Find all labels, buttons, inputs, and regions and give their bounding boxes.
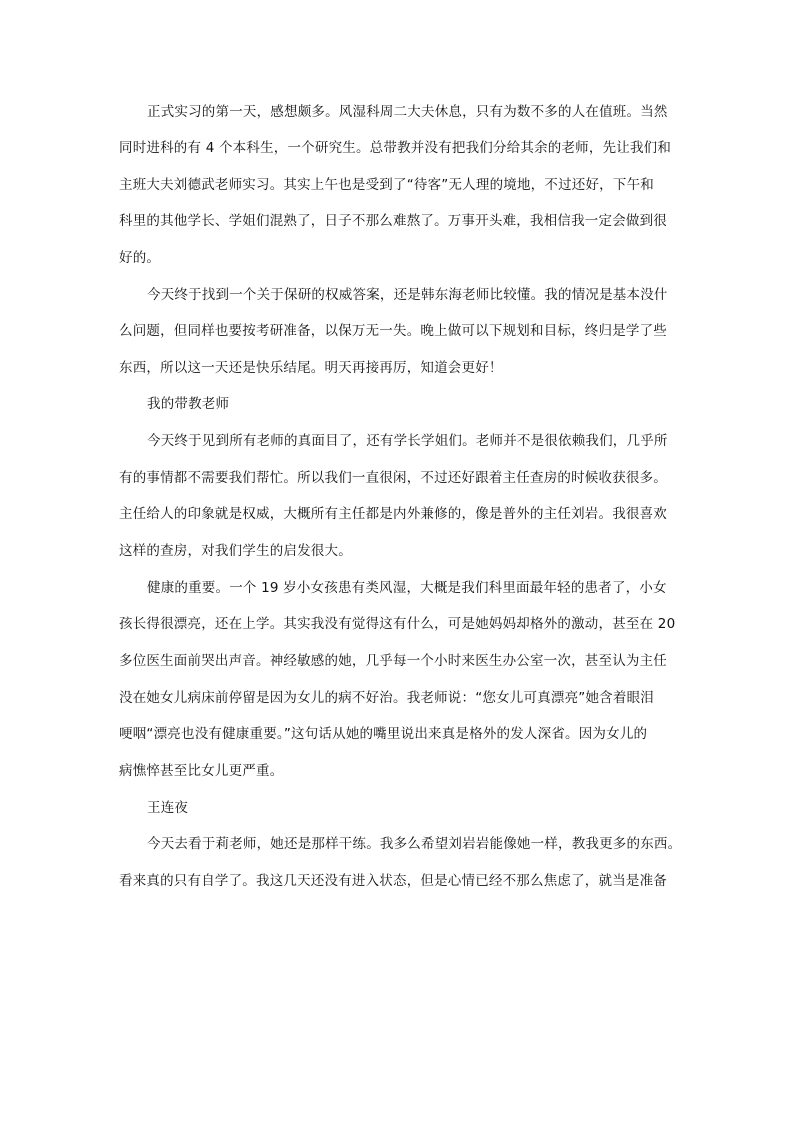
paragraph-4-line-1: 健康的重要。一个 19 岁小女孩患有类风湿，大概是我们科里面最年轻的患者了，小女 xyxy=(147,580,667,596)
paragraph-2-line-3: 东西，所以这一天还是快乐结尾。明天再接再厉，知道会更好！ xyxy=(119,360,503,376)
paragraph-1-line-1: 正式实习的第一天，感想颇多。风湿科周二大夫休息，只有为数不多的人在值班。当然 xyxy=(147,104,668,120)
paragraph-4-line-3: 多位医生面前哭出声音。神经敏感的她，几乎每一个小时来医生办公室一次，甚至认为主任 xyxy=(119,653,667,669)
paragraph-4-line-6: 病憔悴甚至比女儿更严重。 xyxy=(119,763,284,779)
paragraph-4-line-4: 没在她女儿病床前停留是因为女儿的病不好治。我老师说：“您女儿可真漂亮”她含着眼泪 xyxy=(119,690,654,706)
paragraph-2-line-1: 今天终于找到一个关于保研的权威答案，还是韩东海老师比较懂。我的情况是基本没什 xyxy=(147,287,668,303)
paragraph-5-line-1: 今天去看于莉老师，她还是那样干练。我多么希望刘岩岩能像她一样，教我更多的东西。 xyxy=(147,836,682,852)
section-heading-night: 王连夜 xyxy=(147,800,189,816)
paragraph-4-line-2: 孩长得很漂亮，还在上学。其实我没有觉得这有什么，可是她妈妈却格外的激动，甚至在 20 xyxy=(119,616,676,632)
paragraph-3-line-4: 这样的查房，对我们学生的启发很大。 xyxy=(119,543,352,559)
paragraph-5-line-2: 看来真的只有自学了。我这几天还没有进入状态，但是心情已经不那么焦虑了，就当是准备 xyxy=(119,873,667,889)
paragraph-3-line-3: 主任给人的印象就是权威，大概所有主任都是内外兼修的，像是普外的主任刘岩。我很喜欢 xyxy=(119,506,667,522)
paragraph-3-line-1: 今天终于见到所有老师的真面目了，还有学长学姐们。老师并不是很依赖我们，几乎所 xyxy=(147,433,668,449)
paragraph-1-line-3: 主班大夫刘德武老师实习。其实上午也是受到了“待客”无人理的境地，不过还好，下午和 xyxy=(119,177,654,193)
section-heading-teacher: 我的带教老师 xyxy=(147,396,230,412)
paragraph-2-line-2: 么问题，但同样也要按考研准备，以保万无一失。晚上做可以下规划和目标，终归是学了些 xyxy=(119,323,667,339)
paragraph-4-line-5: 哽咽“漂亮也没有健康重要。”这句话从她的嘴里说出来真是格外的发人深省。因为女儿的 xyxy=(119,726,648,742)
paragraph-1-line-5: 好的。 xyxy=(119,250,161,266)
paragraph-3-line-2: 有的事情都不需要我们帮忙。所以我们一直很闲，不过还好跟着主任查房的时候收获很多。 xyxy=(119,470,667,486)
paragraph-1-line-4: 科里的其他学长、学姐们混熟了，日子不那么难熬了。万事开头难，我相信我一定会做到很 xyxy=(119,213,667,229)
paragraph-1-line-2: 同时进科的有 4 个本科生，一个研究生。总带教并没有把我们分给其余的老师，先让我们和 xyxy=(119,140,672,156)
